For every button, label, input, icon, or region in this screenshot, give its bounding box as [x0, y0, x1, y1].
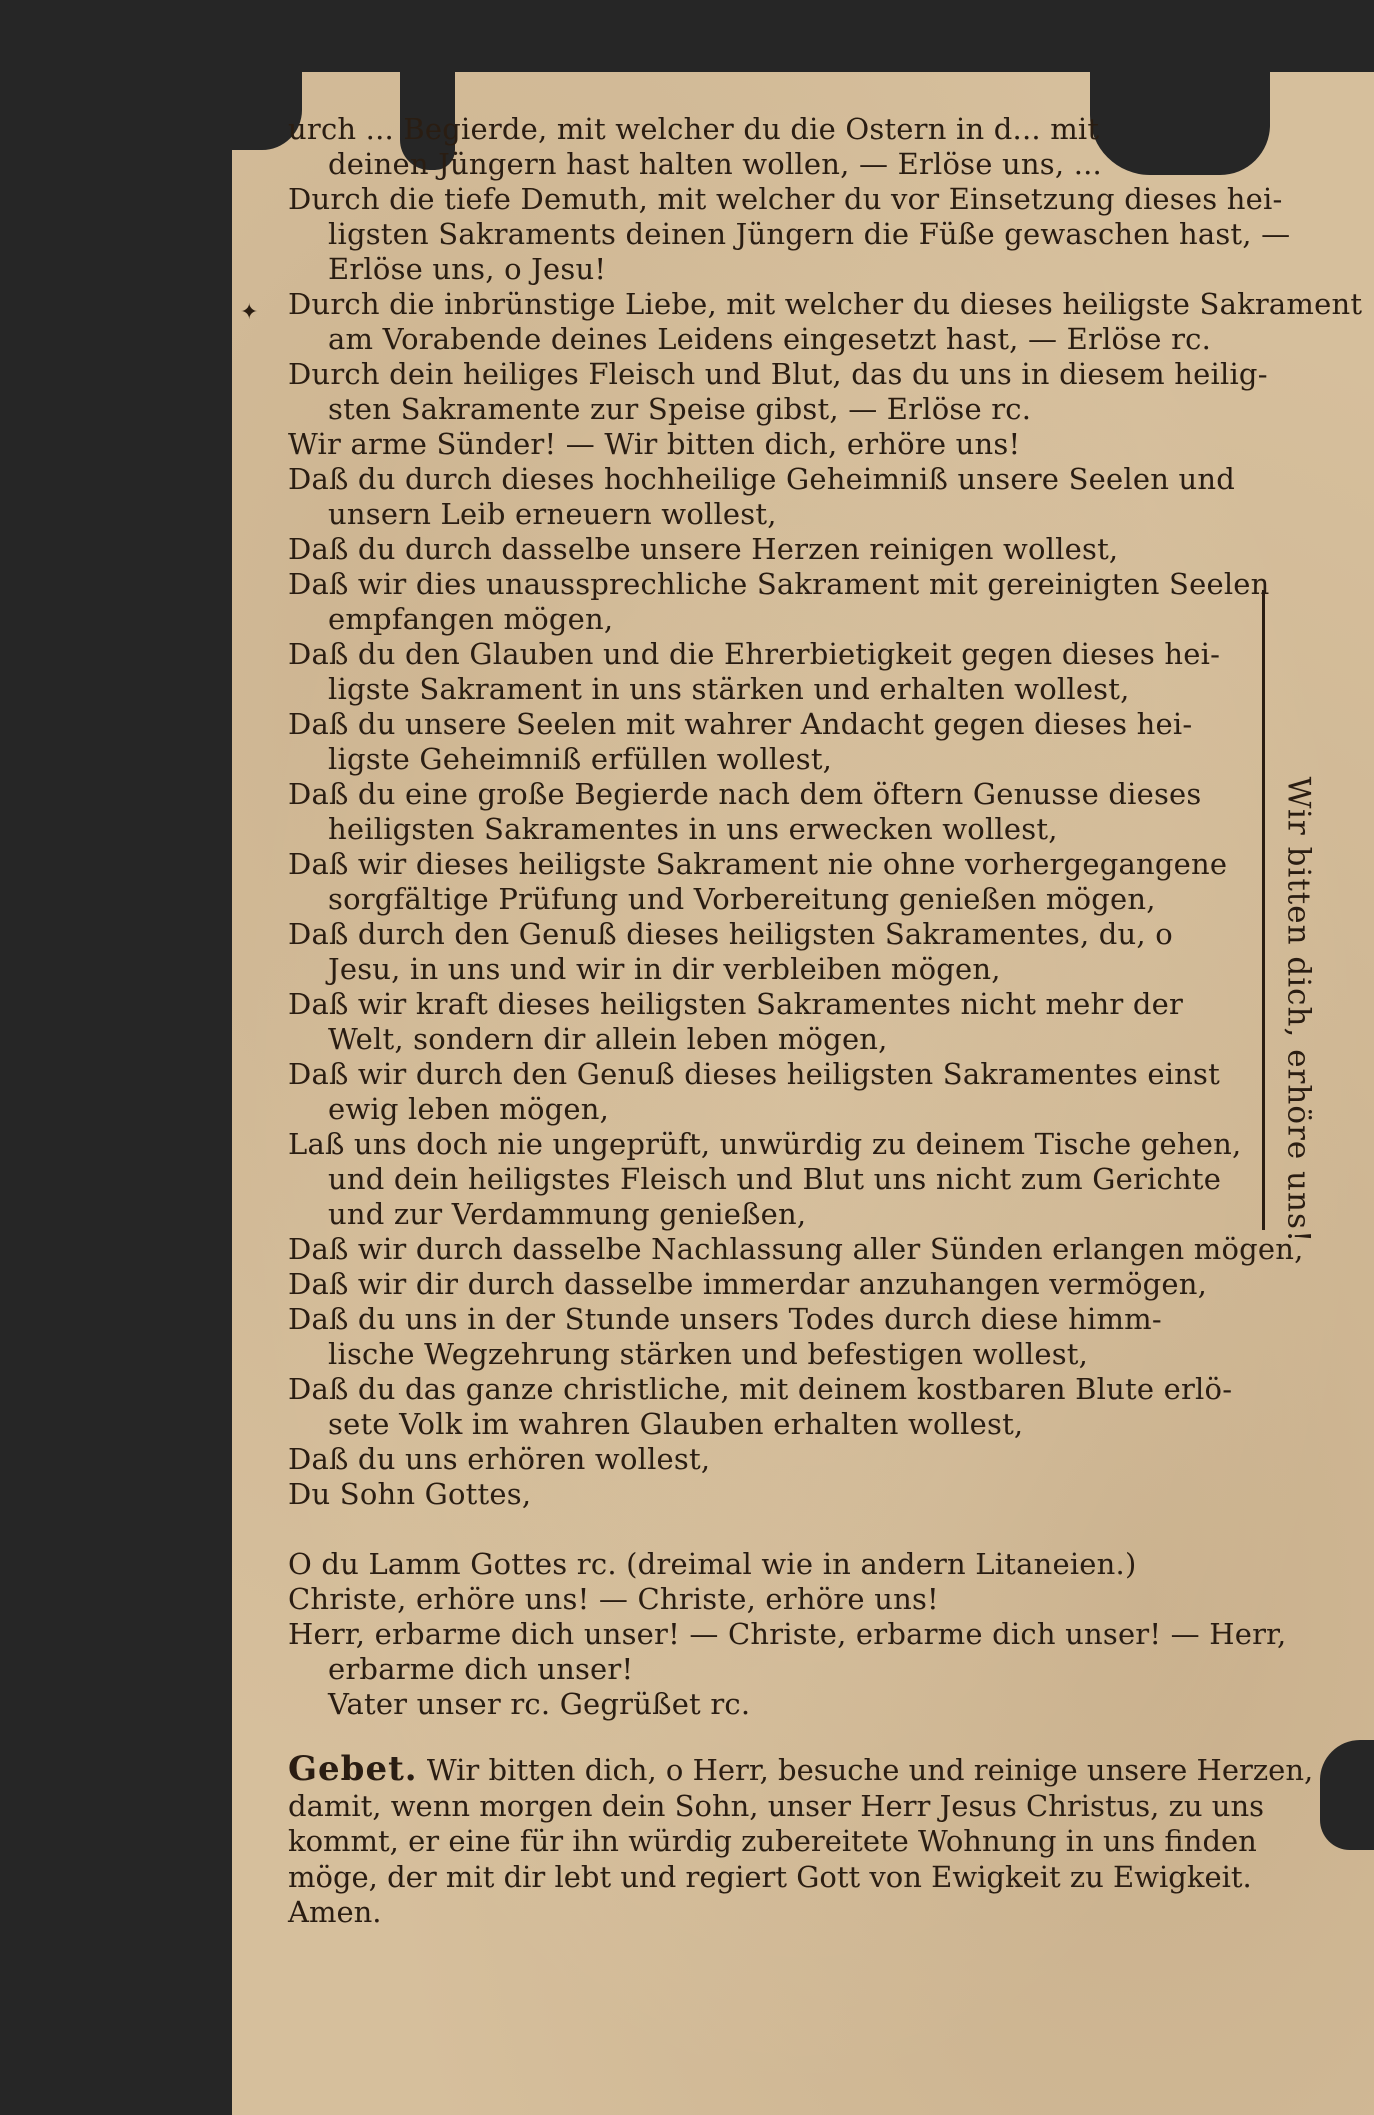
response-bracket	[1254, 590, 1265, 1230]
margin-mark: ✦	[240, 300, 259, 325]
side-response	[1276, 776, 1320, 1244]
litany-line: unsern Leib erneuern wollest,	[328, 497, 777, 531]
page-tear	[1320, 1740, 1374, 1850]
litany-line: lische Wegzehrung stärken und befestigen wollest,	[328, 1337, 1089, 1371]
litany-line: Daß du den Glauben und die Ehrerbietigkeit gegen dieses hei-	[288, 637, 1221, 671]
litany-line: deinen Jüngern hast halten wollen, — Erlöse uns, ...	[328, 147, 1102, 181]
litany-line: sete Volk im wahren Glauben erhalten wollest,	[328, 1407, 1024, 1441]
litany-text	[288, 112, 1363, 1722]
litany-line: Jesu, in uns und wir in dir verbleiben mögen,	[328, 952, 1001, 986]
litany-line: ligste Sakrament in uns stärken und erhalten wollest,	[328, 672, 1130, 706]
litany-line: Erlöse uns, o Jesu!	[328, 252, 607, 286]
litany-line: Daß du unsere Seelen mit wahrer Andacht gegen dieses hei-	[288, 707, 1193, 741]
litany-line: Daß du das ganze christliche, mit deinem kostbaren Blute erlö-	[288, 1372, 1233, 1406]
litany-line: Du Sohn Gottes,	[288, 1477, 532, 1511]
litany-line: ligste Geheimniß erfüllen wollest,	[328, 742, 833, 776]
litany-line: Durch die inbrünstige Liebe, mit welcher du dieses heiligste Sakrament	[288, 287, 1363, 321]
side-response-text: Wir bitten dich, erhöre uns!	[1280, 776, 1316, 1244]
litany-line: heiligsten Sakramentes in uns erwecken wollest,	[328, 812, 1058, 846]
litany-line: Welt, sondern dir allein leben mögen,	[328, 1022, 888, 1056]
litany-line: Daß du durch dasselbe unsere Herzen reinigen wollest,	[288, 532, 1119, 566]
litany-line: am Vorabende deines Leidens eingesetzt hast, — Erlöse rc.	[328, 322, 1211, 356]
litany-line: Laß uns doch nie ungeprüft, unwürdig zu deinem Tische gehen,	[288, 1127, 1242, 1161]
litany-line: Wir arme Sünder! — Wir bitten dich, erhöre uns!	[288, 427, 1021, 461]
litany-line: Christe, erhöre uns! — Christe, erhöre uns!	[288, 1582, 939, 1616]
prayer-body: Wir bitten dich, o Herr, besuche und reinige unsere Herzen, damit, wenn morgen dein Sohn, unser Herr Jesus Christus, zu uns kommt, er eine für ihn würdig zubereitete Wohnung in uns finden möge, der mit dir lebt und regiert Gott von Ewigkeit zu Ewigkeit. Amen.	[288, 1753, 1314, 1929]
litany-line: Daß du durch dieses hochheilige Geheimniß unsere Seelen und	[288, 462, 1236, 496]
litany-line: Durch die tiefe Demuth, mit welcher du vor Einsetzung dieses hei-	[288, 182, 1283, 216]
litany-line: Daß durch den Genuß dieses heiligsten Sakramentes, du, o	[288, 917, 1173, 951]
litany-line: Daß wir dieses heiligste Sakrament nie ohne vorhergegangene	[288, 847, 1228, 881]
litany-line: O du Lamm Gottes rc. (dreimal wie in andern Litaneien.)	[288, 1547, 1137, 1581]
litany-line: Durch dein heiliges Fleisch und Blut, das du uns in diesem heilig-	[288, 357, 1268, 391]
litany-line: Daß du uns erhören wollest,	[288, 1442, 711, 1476]
litany-line: ligsten Sakraments deinen Jüngern die Füße gewaschen hast, —	[328, 217, 1291, 251]
litany-line: Daß wir durch den Genuß dieses heiligsten Sakramentes einst	[288, 1057, 1220, 1091]
litany-line: empfangen mögen,	[328, 602, 614, 636]
litany-line: Vater unser rc. Gegrüßet rc.	[328, 1687, 751, 1721]
prayer-heading: Gebet.	[288, 1749, 418, 1789]
litany-line: urch ... Begierde, mit welcher du die Ostern in d... mit	[288, 112, 1100, 146]
litany-line: ewig leben mögen,	[328, 1092, 610, 1126]
litany-line: erbarme dich unser!	[328, 1652, 634, 1686]
litany-line: sten Sakramente zur Speise gibst, — Erlöse rc.	[328, 392, 1032, 426]
litany-line: Daß wir kraft dieses heiligsten Sakramentes nicht mehr der	[288, 987, 1184, 1021]
litany-line: und dein heiligstes Fleisch und Blut uns nicht zum Gerichte	[328, 1162, 1222, 1196]
litany-line: Herr, erbarme dich unser! — Christe, erbarme dich unser! — Herr,	[288, 1617, 1287, 1651]
litany-line: Daß wir dir durch dasselbe immerdar anzuhangen vermögen,	[288, 1267, 1208, 1301]
litany-line: und zur Verdammung genießen,	[328, 1197, 807, 1231]
closing-prayer	[288, 1749, 1318, 1931]
litany-line: Daß du uns in der Stunde unsers Todes durch diese himm-	[288, 1302, 1162, 1336]
litany-line: Daß du eine große Begierde nach dem öftern Genusse dieses	[288, 777, 1202, 811]
litany-line: sorgfältige Prüfung und Vorbereitung genießen mögen,	[328, 882, 1156, 916]
litany-line: Daß wir durch dasselbe Nachlassung aller Sünden erlangen mögen,	[288, 1232, 1304, 1266]
litany-line: Daß wir dies unaussprechliche Sakrament mit gereinigten Seelen	[288, 567, 1270, 601]
